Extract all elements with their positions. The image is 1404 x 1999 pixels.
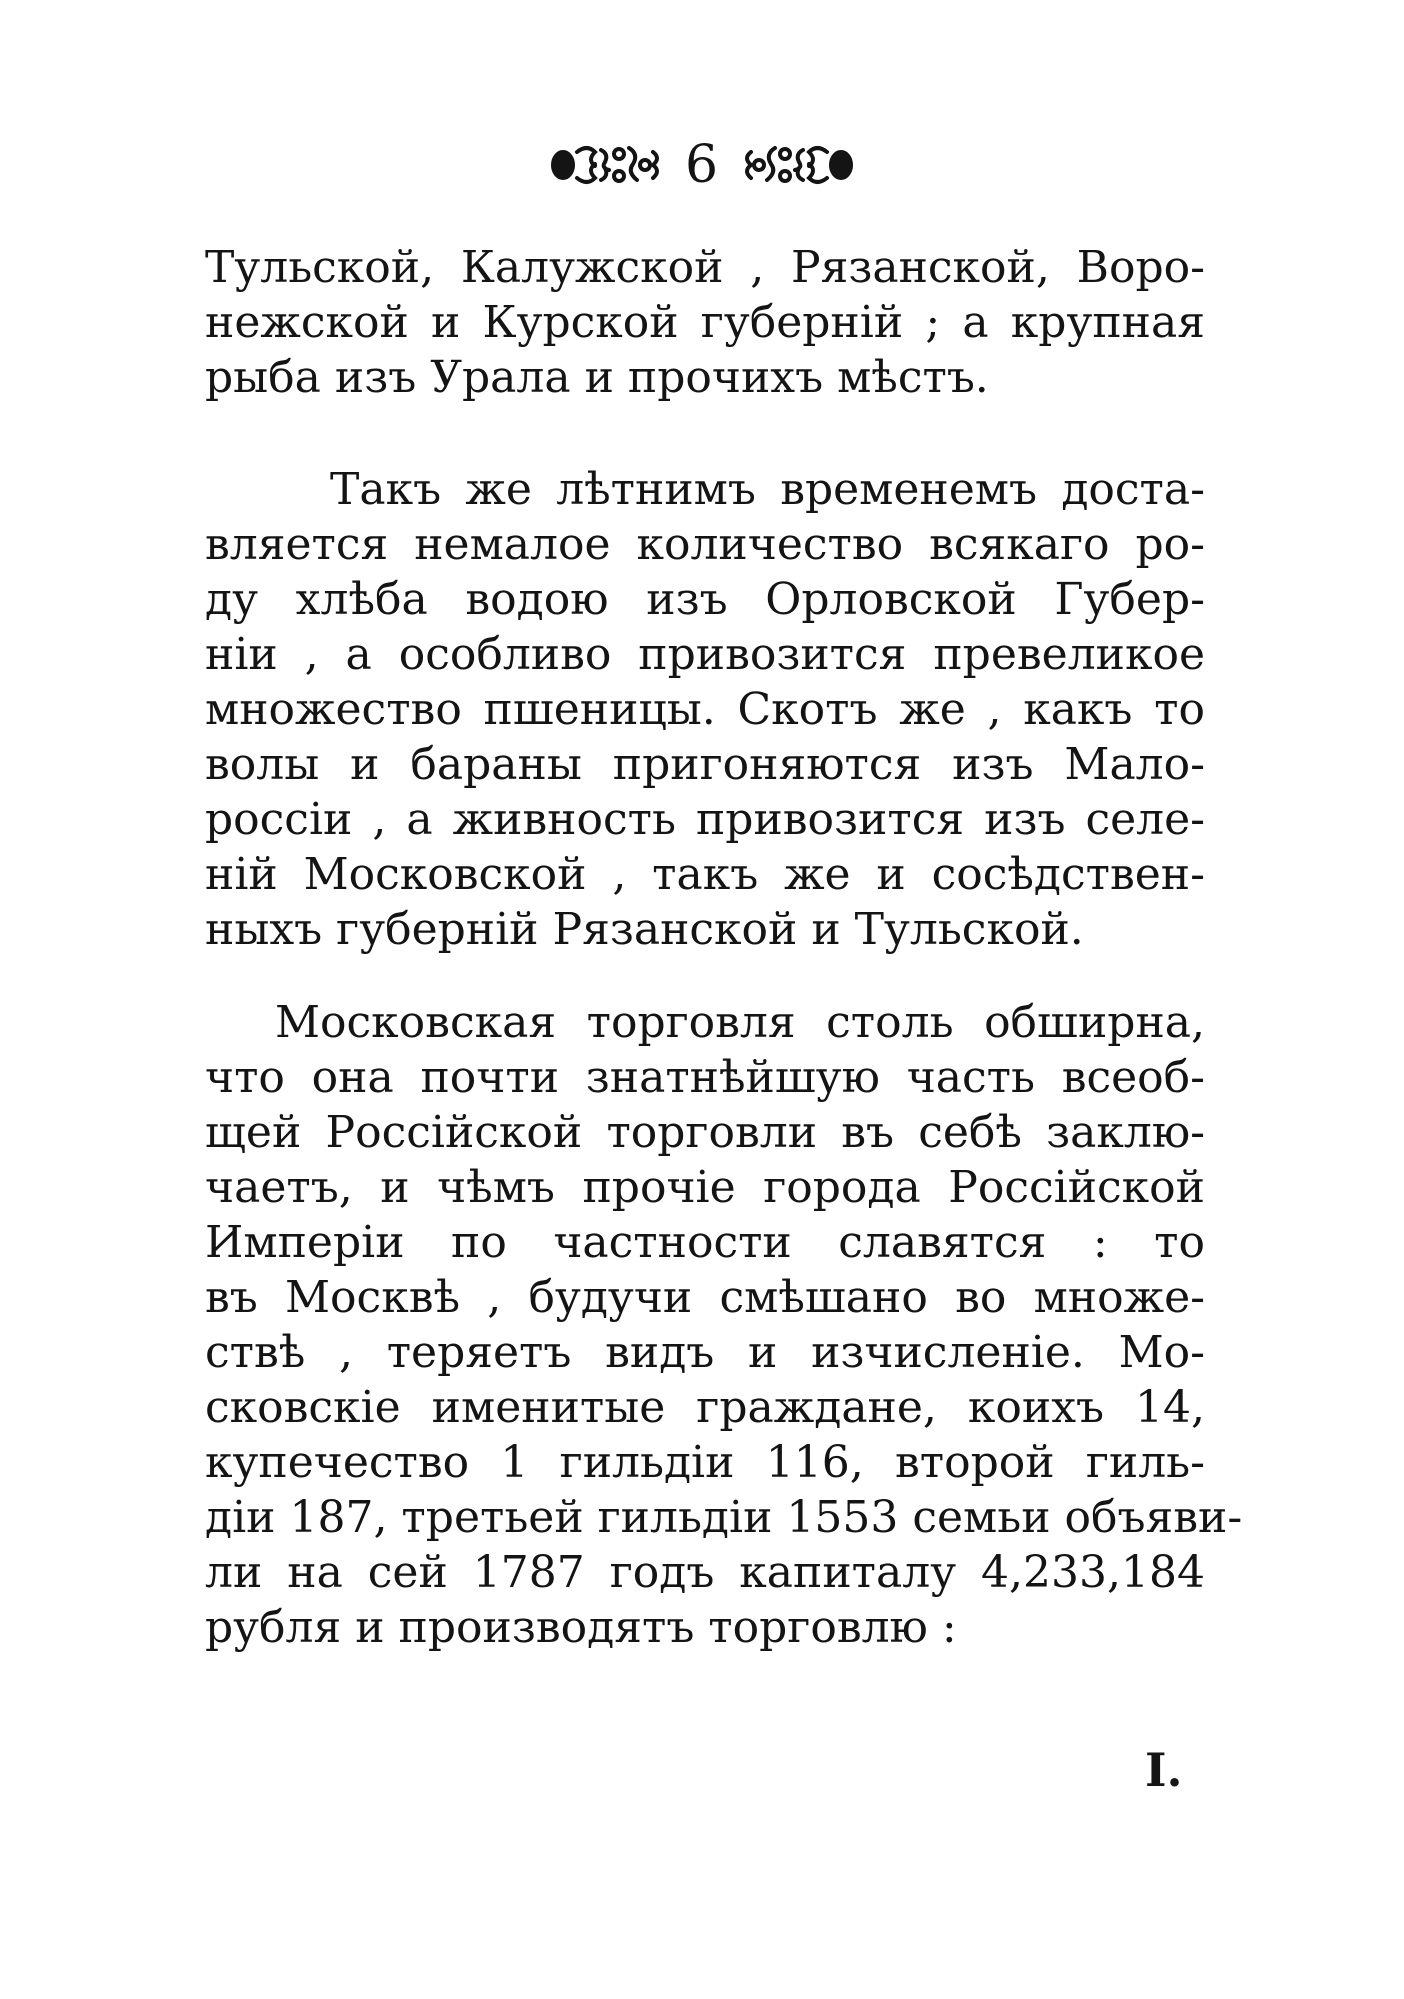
text-line: ли на сей 1787 годъ капиталу 4,233,184 xyxy=(205,1547,1205,1598)
text-line: ній Московской , такъ же и сосѣдствен- xyxy=(205,849,1205,900)
text-line: множество пшеницы. Скотъ же , какъ то xyxy=(205,684,1205,735)
text-line: ніи , а особливо привозится превеликое xyxy=(205,629,1205,680)
paragraph-3 xyxy=(205,995,1243,1655)
text-line: Такъ же лѣтнимъ временемъ доста- xyxy=(330,464,1205,515)
text-line: ствѣ , теряетъ видъ и изчисленіе. Мо- xyxy=(205,1327,1205,1378)
text-line: рыба изъ Урала и прочихъ мѣстъ. xyxy=(205,352,989,403)
decorative-ornament-left-icon xyxy=(549,140,669,190)
text-line: Имперіи по частности славятся : то xyxy=(205,1217,1205,1268)
text-line: Московская торговля столь обширна, xyxy=(275,997,1205,1048)
text-line: вляется немалое количество всякаго ро- xyxy=(205,519,1205,570)
decorative-ornament-right-icon xyxy=(735,140,855,190)
paragraph-1 xyxy=(205,240,1205,405)
text-line: діи 187, третьей гильдіи 1553 семьи объяви- xyxy=(205,1492,1243,1543)
text-line: Тульской, Калужской , Рязанской, Воро- xyxy=(205,242,1205,293)
text-line: ду хлѣба водою изъ Орловской Губер- xyxy=(205,574,1205,625)
page-number: 6 xyxy=(684,135,720,195)
text-line: щей Россійской торговли въ себѣ заклю- xyxy=(205,1107,1205,1158)
text-line: купечество 1 гильдіи 116, второй гиль- xyxy=(205,1437,1205,1488)
page-header xyxy=(0,130,1404,200)
text-line: чаетъ, и чѣмъ прочіе города Россійской xyxy=(205,1162,1205,1213)
text-line: что она почти знатнѣйшую часть всеоб- xyxy=(205,1052,1205,1103)
catchword: I. xyxy=(1145,1743,1183,1797)
text-line: нежской и Курской губерній ; а крупная xyxy=(205,297,1205,348)
text-line: россіи , а живность привозится изъ селе- xyxy=(205,794,1205,845)
text-line: рубля и производятъ торговлю : xyxy=(205,1602,957,1653)
text-line: сковскіе именитые граждане, коихъ 14, xyxy=(205,1382,1205,1433)
text-line: ныхъ губерній Рязанской и Тульской. xyxy=(205,904,1084,955)
text-line: въ Москвѣ , будучи смѣшано во множе- xyxy=(205,1272,1205,1323)
paragraph-2 xyxy=(205,462,1205,957)
text-line: волы и бараны пригоняются изъ Мало- xyxy=(205,739,1205,790)
